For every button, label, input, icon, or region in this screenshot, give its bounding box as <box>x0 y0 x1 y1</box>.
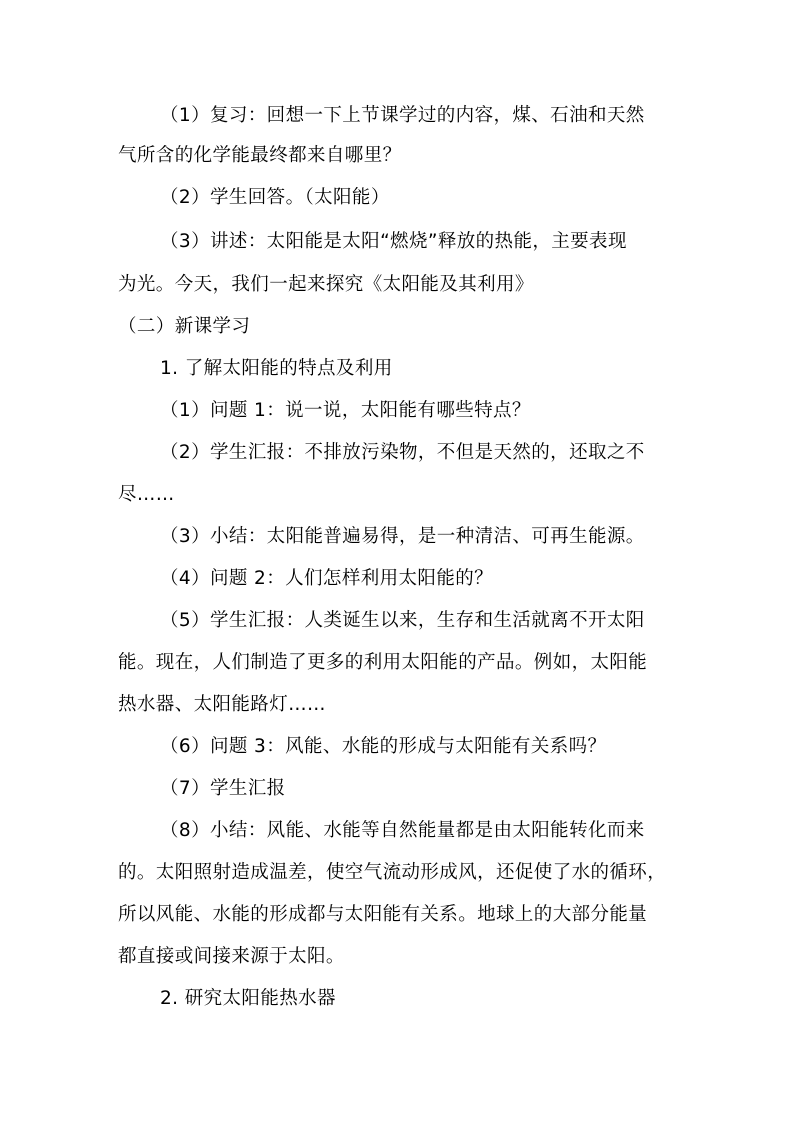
student-report-2-line-3: 热水器、太阳能路灯…… <box>118 694 326 715</box>
paragraph-answer: （2）学生回答。（太阳能） <box>160 187 390 208</box>
summary-2-line-3: 所以风能、水能的形成都与太阳能有关系。地球上的大部分能量 <box>118 904 648 925</box>
summary-2-line-2: 的。太阳照射造成温差，使空气流动形成风，还促使了水的循环， <box>118 862 667 883</box>
summary-1: （3）小结：太阳能普遍易得，是一种清洁、可再生能源。 <box>160 526 645 547</box>
paragraph-lecture-line-1: （3）讲述：太阳能是太阳“燃烧”释放的热能，主要表现 <box>160 231 627 252</box>
subsection-heading-1: 1. 了解太阳能的特点及利用 <box>160 358 393 379</box>
paragraph-review-line-2: 气所含的化学能最终都来自哪里？ <box>118 145 402 166</box>
summary-2-line-1: （8）小结：风能、水能等自然能量都是由太阳能转化而来 <box>160 820 645 841</box>
student-report-3: （7）学生汇报 <box>160 778 286 799</box>
paragraph-lecture-line-2: 为光。今天，我们一起来探究《太阳能及其利用》 <box>118 274 534 295</box>
summary-2-line-4: 都直接或间接来源于太阳。 <box>118 946 345 967</box>
section-heading-new-lesson: （二）新课学习 <box>118 316 251 337</box>
subsection-heading-2: 2. 研究太阳能热水器 <box>160 988 336 1009</box>
student-report-2-line-1: （5）学生汇报：人类诞生以来，生存和生活就离不开太阳 <box>160 610 645 631</box>
student-report-2-line-2: 能。现在，人们制造了更多的利用太阳能的产品。例如，太阳能 <box>118 652 648 673</box>
question-3: （6）问题 3：风能、水能的形成与太阳能有关系吗？ <box>160 736 607 757</box>
student-report-1-line-1: （2）学生汇报：不排放污染物，不但是天然的，还取之不 <box>160 442 645 463</box>
student-report-1-line-2: 尽…… <box>118 484 175 505</box>
question-1: （1）问题 1：说一说，太阳能有哪些特点？ <box>160 400 531 421</box>
paragraph-review-line-1: （1）复习：回想一下上节课学过的内容，煤、石油和天然 <box>160 105 645 126</box>
question-2: （4）问题 2：人们怎样利用太阳能的？ <box>160 568 494 589</box>
